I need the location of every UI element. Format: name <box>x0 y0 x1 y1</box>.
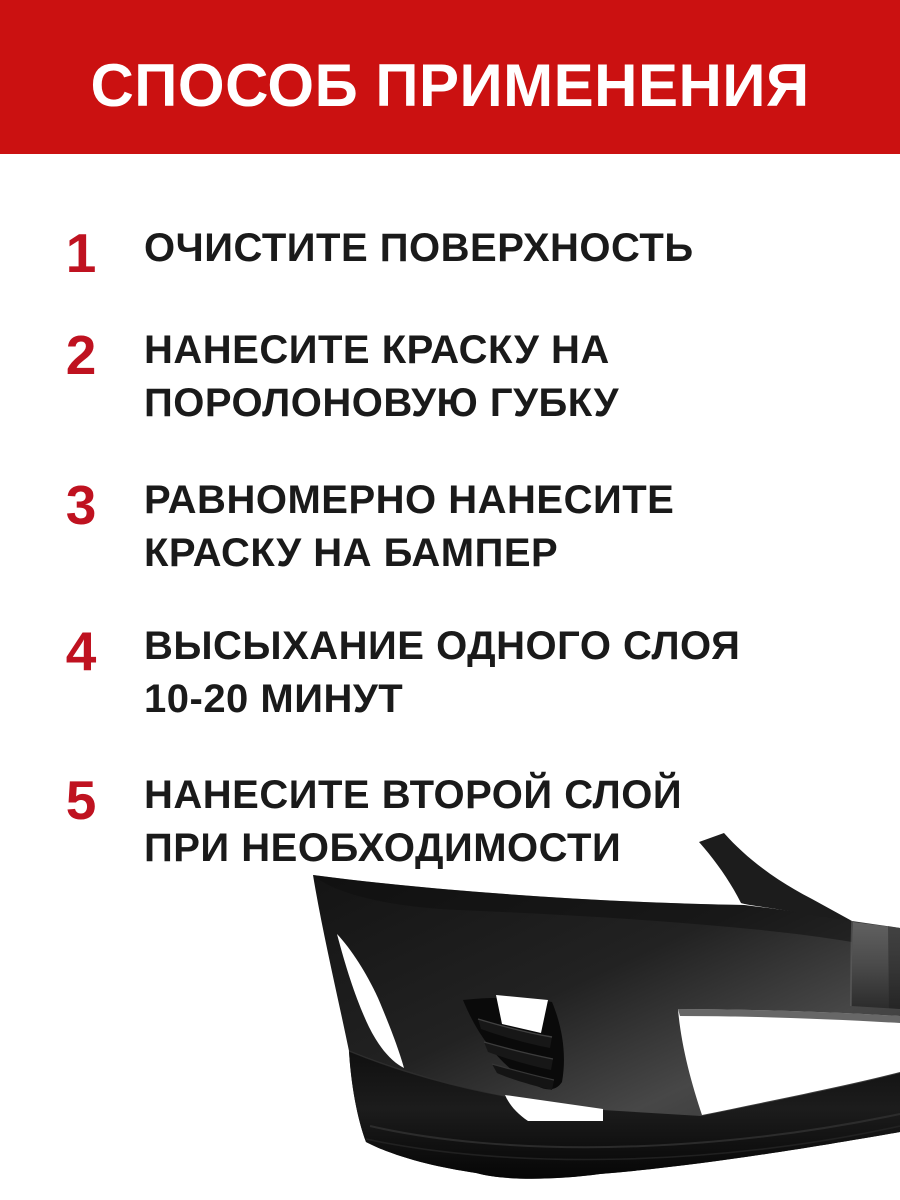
step-text-line: КРАСКУ НА БАМПЕР <box>144 531 559 575</box>
step-number: 3 <box>65 474 97 536</box>
step-item-3 <box>52 474 674 580</box>
car-bumper-illustration <box>300 830 900 1200</box>
step-text-line: НАНЕСИТЕ ВТОРОЙ СЛОЙ <box>144 773 683 817</box>
step-text <box>144 620 740 726</box>
step-text-line: ВЫСЫХАНИЕ ОДНОГО СЛОЯ <box>144 624 741 668</box>
step-text <box>144 474 674 580</box>
step-text-line: 10-20 МИНУТ <box>144 677 404 721</box>
step-text-line: РАВНОМЕРНО НАНЕСИТЕ <box>144 478 675 522</box>
step-item-1 <box>52 222 694 284</box>
page-title: СПОСОБ ПРИМЕНЕНИЯ <box>90 51 810 119</box>
step-number: 2 <box>65 324 97 386</box>
step-text-line: НАНЕСИТЕ КРАСКУ НА <box>144 328 610 372</box>
bumper-image <box>300 830 900 1200</box>
step-item-4 <box>52 620 740 726</box>
step-number: 4 <box>65 620 97 682</box>
step-text <box>144 324 619 430</box>
step-text <box>144 222 694 275</box>
step-text-line: ПОРОЛОНОВУЮ ГУБКУ <box>144 381 620 425</box>
step-item-2 <box>52 324 619 430</box>
step-number: 1 <box>65 222 97 284</box>
title-banner <box>0 0 900 154</box>
step-number: 5 <box>65 769 97 831</box>
step-text-line: ПРИ НЕОБХОДИМОСТИ <box>144 826 622 870</box>
step-text-line: ОЧИСТИТЕ ПОВЕРХНОСТЬ <box>144 226 694 270</box>
